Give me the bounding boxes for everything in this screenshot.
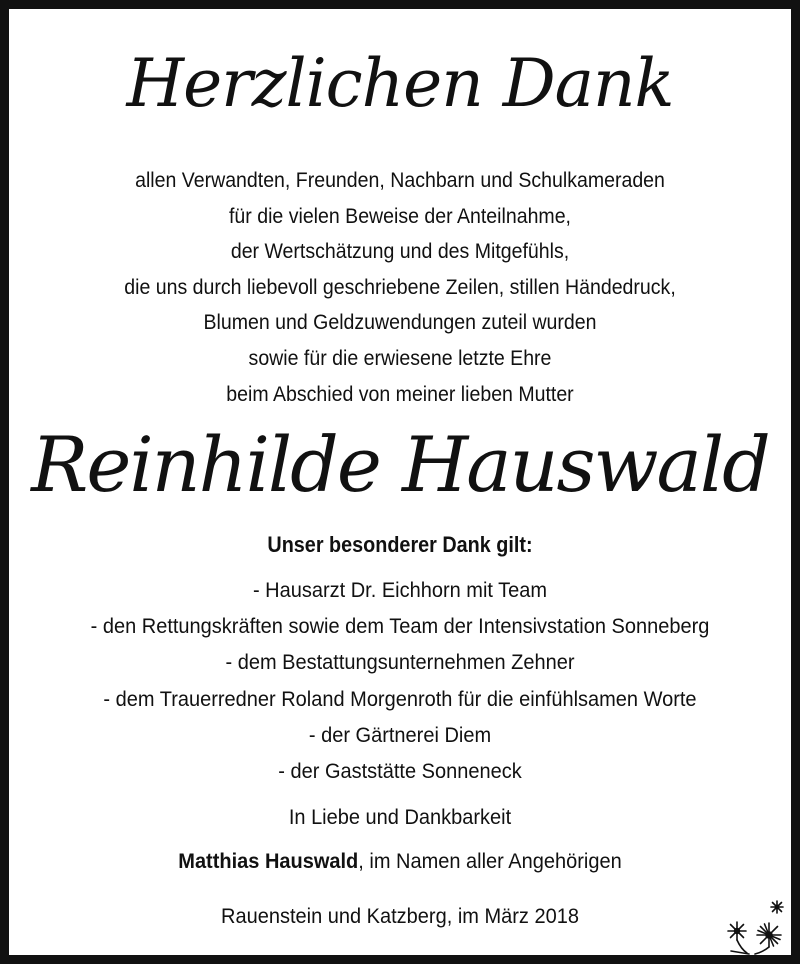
list-item: - dem Trauerredner Roland Morgenroth für die einfühlsamen Worte: [103, 686, 697, 711]
list-item: - der Gärtnerei Diem: [308, 722, 492, 747]
intro-line: für die vielen Beweise der Anteilnahme,: [229, 204, 571, 228]
closing-line: In Liebe und Dankbarkeit: [288, 805, 512, 829]
intro-line: die uns durch liebevoll geschriebene Zeilen, stillen Händedruck,: [124, 275, 676, 299]
special-thanks-list: [36, 572, 763, 789]
intro-line: beim Abschied von meiner lieben Mutter: [226, 382, 574, 406]
thank-you-heading: Herzlichen Dank: [126, 45, 674, 122]
intro-text: [36, 163, 763, 412]
list-item: - Hausarzt Dr. Eichhorn mit Team: [252, 578, 548, 602]
deceased-name: Reinhilde Hauswald: [31, 420, 769, 509]
list-item: - dem Bestattungsunternehmen Zehner: [225, 650, 575, 675]
intro-line: Blumen und Geldzuwendungen zuteil wurden: [203, 311, 597, 335]
place-date: Rauenstein und Katzberg, im März 2018: [221, 904, 579, 928]
intro-line: allen Verwandten, Freunden, Nachbarn und Schulkameraden: [135, 169, 665, 192]
signature-suffix: , im Namen aller Angehörigen: [358, 849, 622, 873]
list-item: - den Rettungskräften sowie dem Team der Intensivstation Sonneberg: [90, 614, 710, 639]
list-item: - der Gaststätte Sonneneck: [278, 759, 522, 784]
signature-line: [36, 849, 763, 874]
signer-name: Matthias Hauswald: [178, 849, 359, 873]
special-thanks-heading: Unser besonderer Dank gilt:: [267, 532, 533, 557]
intro-line: der Wertschätzung und des Mitgefühls,: [230, 240, 570, 264]
intro-line: sowie für die erwiesene letzte Ehre: [248, 346, 552, 370]
flowers-icon: [717, 897, 795, 957]
